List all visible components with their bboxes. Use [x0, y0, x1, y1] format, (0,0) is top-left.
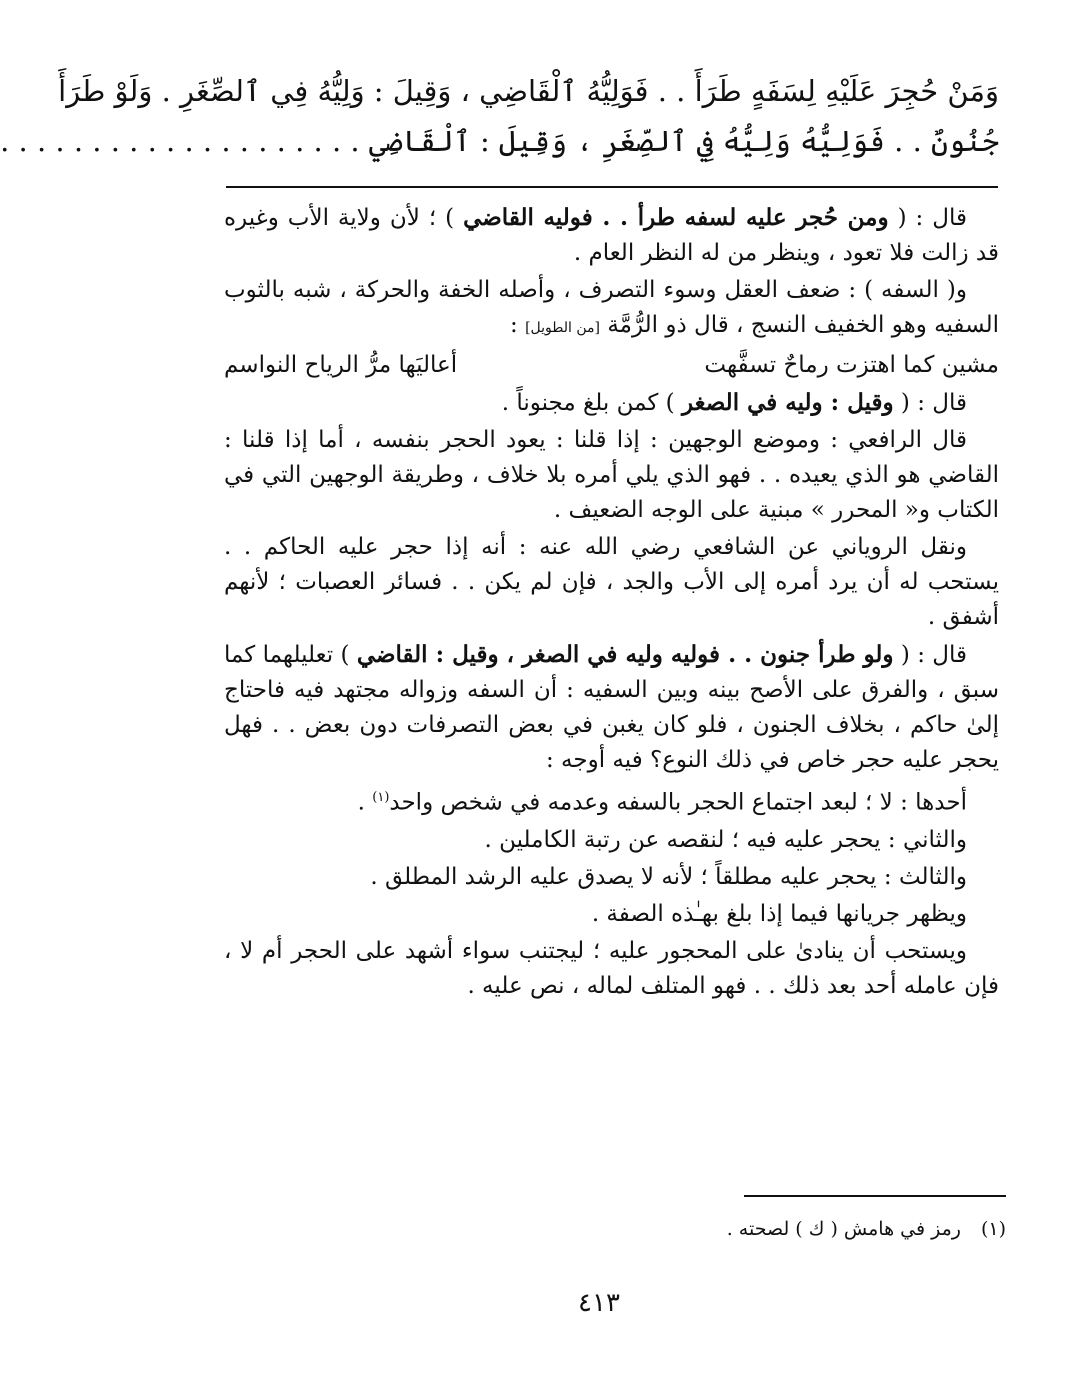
verse-first-hemistich: مشين كما اهتزت رماحٌ تسفَّهت [704, 352, 999, 378]
opinion-3: والثالث : يحجر عليه مطلقاً ؛ لأنه لا يصدق عليه الرشد المطلق . [370, 863, 967, 890]
commentary-paragraph-5: ونقل الروياني عن الشافعي رضي الله عنه : أنه إذا حجر عليه الحاكم . . يستحب له أن يرد أمره إلى الأب والجد ، فإن لم يكن . . فسائر العصبات ؛ لأنهم أشفق . [224, 534, 999, 630]
poetry-verse [224, 348, 999, 383]
commentary-text: ) تعليلهما كما سبق ، والفرق على الأصح بينه وبين السفيه : أن السفه وزواله مجتهد فيه فاحتاج إلىٰ حاكم ، بخلاف الجنون ، فلو كان يغبن في بعض التصرفات دون بعض . . فهل يحجر عليه حجر خاص في ذلك النوع؟ فيه أوجه : [224, 642, 999, 773]
matn-line-2: جُنُونٌ . . فَوَلِيُّهُ وَلِيُّهُ فِي ٱلصِّغَرِ ، وَقِيلَ : ٱلْقَاضِي . . . . . . . . . . . . . . . . . . . . [0, 124, 999, 158]
opinion-4: ويظهر جريانها فيما إذا بلغ بهـٰذه الصفة . [591, 900, 967, 927]
commentary-paragraph-4: قال الرافعي : وموضع الوجهين : إذا قلنا : يعود الحجر بنفسه ، أما إذا قلنا : القاضي هو الذي يعيده . . فهو الذي يلي أمره بلا خلاف ، وطريقة الوجهين التي في الكتاب و« المحرر » مبنية على الوجه الضعيف . [224, 427, 999, 523]
matn-separator-rule [226, 186, 998, 188]
footnote-marker[interactable]: (١) [372, 790, 390, 805]
colon: : [510, 312, 526, 338]
footnote [727, 1218, 1006, 1240]
commentary-text: و( السفه ) : ضعف العقل وسوء التصرف ، وأصله الخفة والحركة ، شبه بالثوب السفيه وهو الخفيف النسج ، قال ذو الرُّمَّة [224, 277, 999, 338]
matn-text [0, 66, 999, 166]
commentary-paragraph-2 [224, 273, 999, 346]
quote-lead: قال : ( [893, 390, 967, 416]
commentary-paragraph-3 [224, 385, 999, 421]
opinion-text: أحدها : لا ؛ لبعد اجتماع الحجر بالسفه وعدمه في شخص واحد [389, 789, 967, 816]
quote-lead: قال : ( [893, 642, 968, 668]
quote-lead: قال : ( [888, 205, 967, 231]
verse-second-hemistich: أعاليَها مرُّ الرياح النواسم [224, 352, 458, 378]
commentary-text: ) ؛ لأن ولاية الأب وغيره قد زالت فلا تعود ، وينظر من له النظر العام . [224, 205, 999, 266]
page-number: ٤١٣ [578, 1288, 620, 1318]
poetic-meter-note: [من الطويل] [525, 320, 600, 336]
opinions-list [224, 780, 999, 932]
quoted-matn: وقيل : وليه في الصغر [681, 389, 894, 416]
commentary-text: ) كمن بلغ مجنوناً . [501, 390, 682, 416]
matn-line-1: وَمَنْ حُجِرَ عَلَيْهِ لِسَفَهٍ طَرَأَ . . فَوَلِيُّهُ ٱلْقَاضِي ، وَقِيلَ : وَلِيُّهُ فِي ٱلصِّغَرِ . وَلَوْ طَرَأَ [58, 74, 999, 108]
period: . [357, 789, 373, 816]
quoted-matn: ولو طرأ جنون . . فوليه وليه في الصغر ، وقيل : القاضي [356, 641, 894, 668]
opinion-2: والثاني : يحجر عليه فيه ؛ لنقصه عن رتبة الكاملين . [484, 826, 967, 853]
footnote-separator-rule [744, 1195, 1006, 1197]
footnote-text: رمز في هامش ( ك ) لصحته . [726, 1218, 961, 1240]
commentary-paragraph-1 [224, 200, 999, 271]
quoted-matn: ومن حُجر عليه لسفه طرأ . . فوليه القاضي [463, 204, 889, 231]
commentary-paragraph-6 [224, 637, 999, 778]
commentary-paragraph-7: ويستحب أن ينادىٰ على المحجور عليه ؛ ليجتنب سواء أشهد على الحجر أم لا ، فإن عامله أحد بعد ذلك . . فهو المتلف لماله ، نص عليه . [224, 937, 999, 999]
footnote-number: (١) [980, 1218, 1006, 1240]
opinion-1 [224, 780, 967, 821]
commentary [224, 200, 999, 1006]
